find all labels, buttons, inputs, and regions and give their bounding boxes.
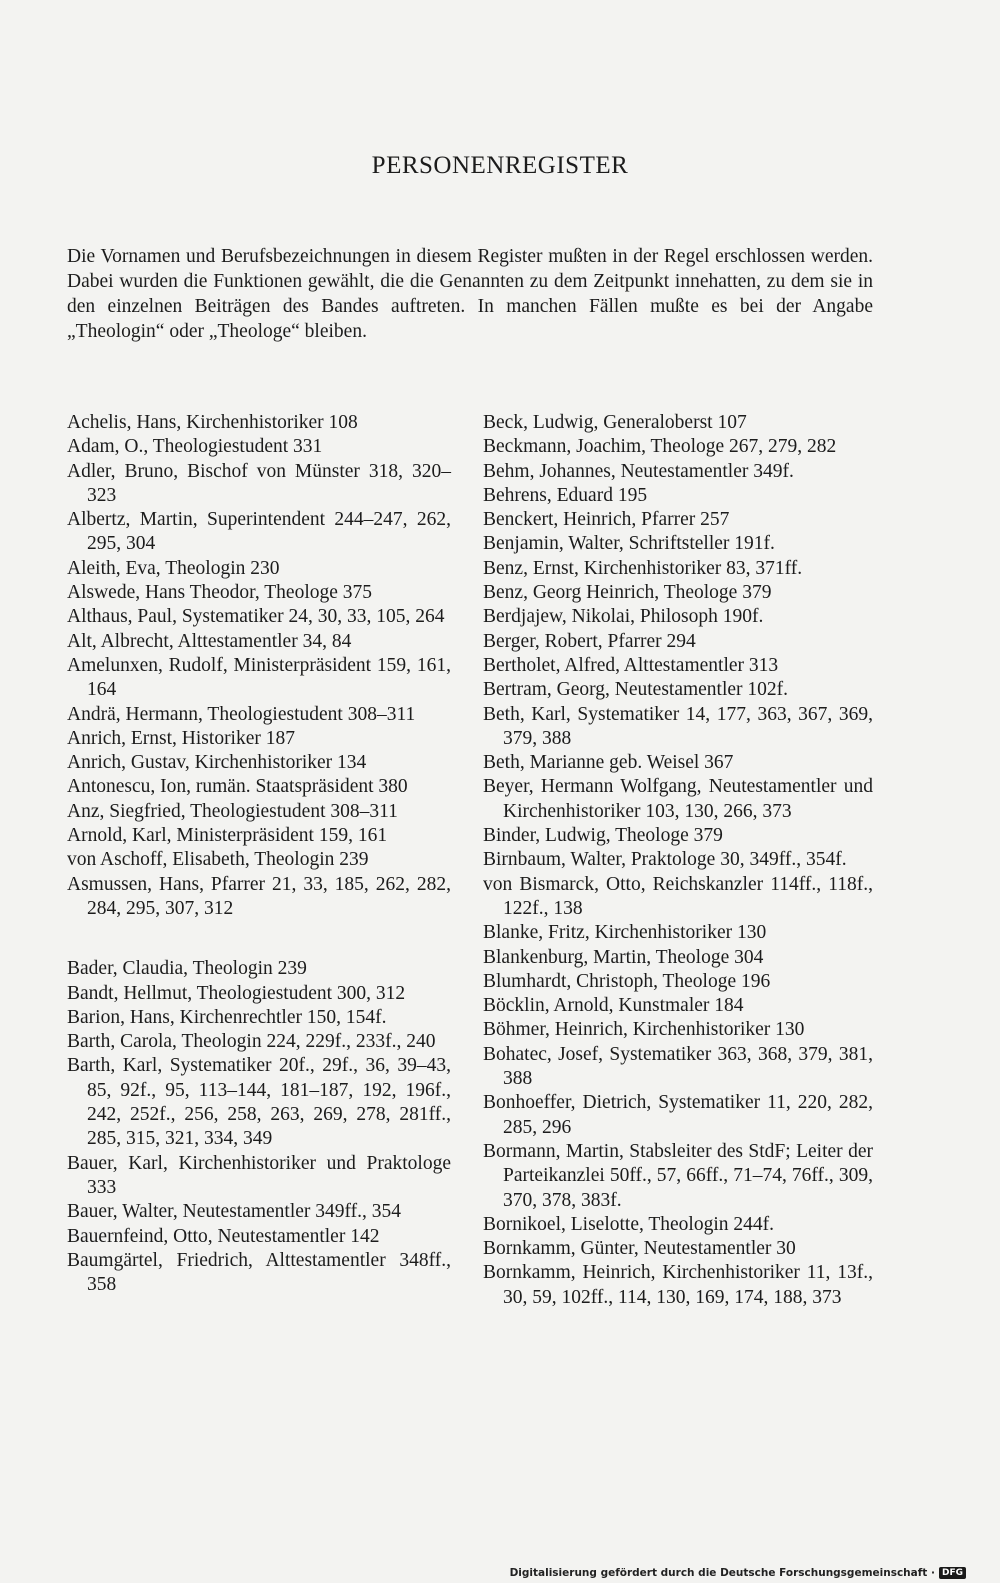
index-entry: Anrich, Ernst, Historiker 187 bbox=[67, 727, 296, 749]
footer-text: Digitalisierung gefördert durch die Deutsche Forschungsgemeinschaft · bbox=[509, 1567, 935, 1579]
index-entry: Bertram, Georg, Neutestamentler 102f. bbox=[483, 679, 789, 701]
index-entry: Bader, Claudia, Theologin 239 bbox=[67, 958, 307, 980]
index-entry: Benz, Georg Heinrich, Theologe 379 bbox=[483, 582, 772, 604]
group-spacer bbox=[67, 921, 451, 957]
index-entry: von Aschoff, Elisabeth, Theologin 239 bbox=[67, 849, 369, 871]
index-entry: Bauernfeind, Otto, Neutestamentler 142 bbox=[67, 1225, 380, 1247]
index-entry: Bohatec, Josef, Systematiker 363, 368, 379, 381, 388 bbox=[483, 1043, 873, 1090]
index-entry: Achelis, Hans, Kirchenhistoriker 108 bbox=[67, 412, 358, 433]
index-entry: Blumhardt, Christoph, Theologe 196 bbox=[483, 970, 771, 992]
index-entry: Beth, Marianne geb. Weisel 367 bbox=[483, 752, 734, 774]
index-entry: Bonhoeffer, Dietrich, Systematiker 11, 220, 282, 285, 296 bbox=[483, 1092, 873, 1138]
index-entry: Blankenburg, Martin, Theologe 304 bbox=[483, 946, 764, 968]
index-entry: Bornkamm, Heinrich, Kirchenhistoriker 11, 13f., 30, 59, 102ff., 114, 130, 169, 174, 188, 373 bbox=[483, 1262, 873, 1308]
dfg-logo-icon: DFG bbox=[939, 1567, 966, 1579]
index-entry: Behrens, Eduard 195 bbox=[483, 484, 648, 506]
index-group-b-continued bbox=[483, 411, 873, 1310]
index-entry: Adam, O., Theologiestudent 331 bbox=[67, 436, 323, 458]
index-entry: Benz, Ernst, Kirchenhistoriker 83, 371ff. bbox=[483, 557, 803, 579]
index-entry: Behm, Johannes, Neutestamentler 349f. bbox=[483, 460, 794, 482]
index-entry: Bormann, Martin, Stabsleiter des StdF; Leiter der Parteikanzlei 50ff., 57, 66ff., 71–74, 76ff., 309, 370, 378, 383f. bbox=[483, 1140, 873, 1211]
index-entry: Blanke, Fritz, Kirchenhistoriker 130 bbox=[483, 922, 767, 944]
index-entry: Beth, Karl, Systematiker 14, 177, 363, 367, 369, 379, 388 bbox=[483, 703, 873, 749]
index-entry: Althaus, Paul, Systematiker 24, 30, 33, 105, 264 bbox=[67, 606, 445, 628]
index-entry: Beyer, Hermann Wolfgang, Neutestamentler und Kirchenhistoriker 103, 130, 266, 373 bbox=[483, 776, 873, 822]
index-entry: Antonescu, Ion, rumän. Staatspräsident 380 bbox=[67, 776, 408, 798]
index-entry: Adler, Bruno, Bischof von Münster 318, 320–323 bbox=[67, 460, 451, 506]
index-entry: Alt, Albrecht, Alttestamentler 34, 84 bbox=[67, 630, 352, 652]
index-column-left bbox=[67, 411, 451, 1297]
index-group-a bbox=[67, 411, 451, 921]
index-entry: Bauer, Karl, Kirchenhistoriker und Praktologe 333 bbox=[67, 1152, 451, 1198]
index-entry: Böcklin, Arnold, Kunstmaler 184 bbox=[483, 995, 744, 1017]
index-entry: Berger, Robert, Pfarrer 294 bbox=[483, 630, 696, 652]
index-entry: Baumgärtel, Friedrich, Alttestamentler 348ff., 358 bbox=[67, 1249, 451, 1296]
index-entry: Alswede, Hans Theodor, Theologe 375 bbox=[67, 582, 373, 604]
index-entry: Amelunxen, Rudolf, Ministerpräsident 159, 161, 164 bbox=[67, 654, 451, 701]
index-entry: Asmussen, Hans, Pfarrer 21, 33, 185, 262, 282, 284, 295, 307, 312 bbox=[67, 873, 451, 919]
index-entry: Albertz, Martin, Superintendent 244–247, 262, 295, 304 bbox=[67, 509, 451, 555]
index-entry: Birnbaum, Walter, Praktologe 30, 349ff., 354f. bbox=[483, 849, 847, 871]
index-entry: Anrich, Gustav, Kirchenhistoriker 134 bbox=[67, 752, 367, 774]
index-entry: Benjamin, Walter, Schriftsteller 191f. bbox=[483, 533, 775, 555]
index-entry: Binder, Ludwig, Theologe 379 bbox=[483, 825, 723, 847]
page-title: PERSONENREGISTER bbox=[371, 152, 629, 179]
index-entry: Beck, Ludwig, Generaloberst 107 bbox=[483, 412, 747, 433]
index-entry: Bornikoel, Liselotte, Theologin 244f. bbox=[483, 1213, 775, 1235]
index-entry: Arnold, Karl, Ministerpräsident 159, 161 bbox=[67, 825, 388, 847]
index-entry: Bauer, Walter, Neutestamentler 349ff., 354 bbox=[67, 1201, 402, 1223]
index-entry: Barth, Carola, Theologin 224, 229f., 233f., 240 bbox=[67, 1031, 436, 1053]
index-group-b bbox=[67, 957, 451, 1297]
index-entry: Andrä, Hermann, Theologiestudent 308–311 bbox=[67, 703, 416, 725]
intro-paragraph: Die Vornamen und Berufsbezeichnungen in diesem Register mußten in der Regel erschlossen werden. Dabei wurden die Funktionen gewählt, die die Genannten zu dem Zeitpunkt innehatten, zu dem sie in den einzelnen Beiträgen des Bandes auftreten. In manchen Fällen mußte es bei der Angabe „Theologin“ oder „Theologe“ bleiben. bbox=[67, 246, 873, 342]
index-entry: Berdjajew, Nikolai, Philosoph 190f. bbox=[483, 606, 764, 628]
index-entry: Barion, Hans, Kirchenrechtler 150, 154f. bbox=[67, 1006, 387, 1028]
index-column-right bbox=[483, 411, 873, 1310]
index-entry: Benckert, Heinrich, Pfarrer 257 bbox=[483, 509, 730, 531]
index-entry: Aleith, Eva, Theologin 230 bbox=[67, 557, 280, 579]
index-entry: Anz, Siegfried, Theologiestudent 308–311 bbox=[67, 800, 398, 822]
index-entry: Bandt, Hellmut, Theologiestudent 300, 312 bbox=[67, 982, 406, 1004]
index-entry: Beckmann, Joachim, Theologe 267, 279, 282 bbox=[483, 436, 837, 458]
index-entry: von Bismarck, Otto, Reichskanzler 114ff., 118f., 122f., 138 bbox=[483, 873, 873, 919]
index-entry: Böhmer, Heinrich, Kirchenhistoriker 130 bbox=[483, 1019, 805, 1041]
index-entry: Bornkamm, Günter, Neutestamentler 30 bbox=[483, 1238, 796, 1260]
funding-footer bbox=[510, 1567, 966, 1579]
index-entry: Bertholet, Alfred, Alttestamentler 313 bbox=[483, 654, 779, 676]
index-entry: Barth, Karl, Systematiker 20f., 29f., 36, 39–43, 85, 92f., 95, 113–144, 181–187, 192, 196f., 242, 252f., 256, 258, 263, 269, 278, 281ff., 285, 315, 321, 334, 349 bbox=[67, 1055, 451, 1150]
